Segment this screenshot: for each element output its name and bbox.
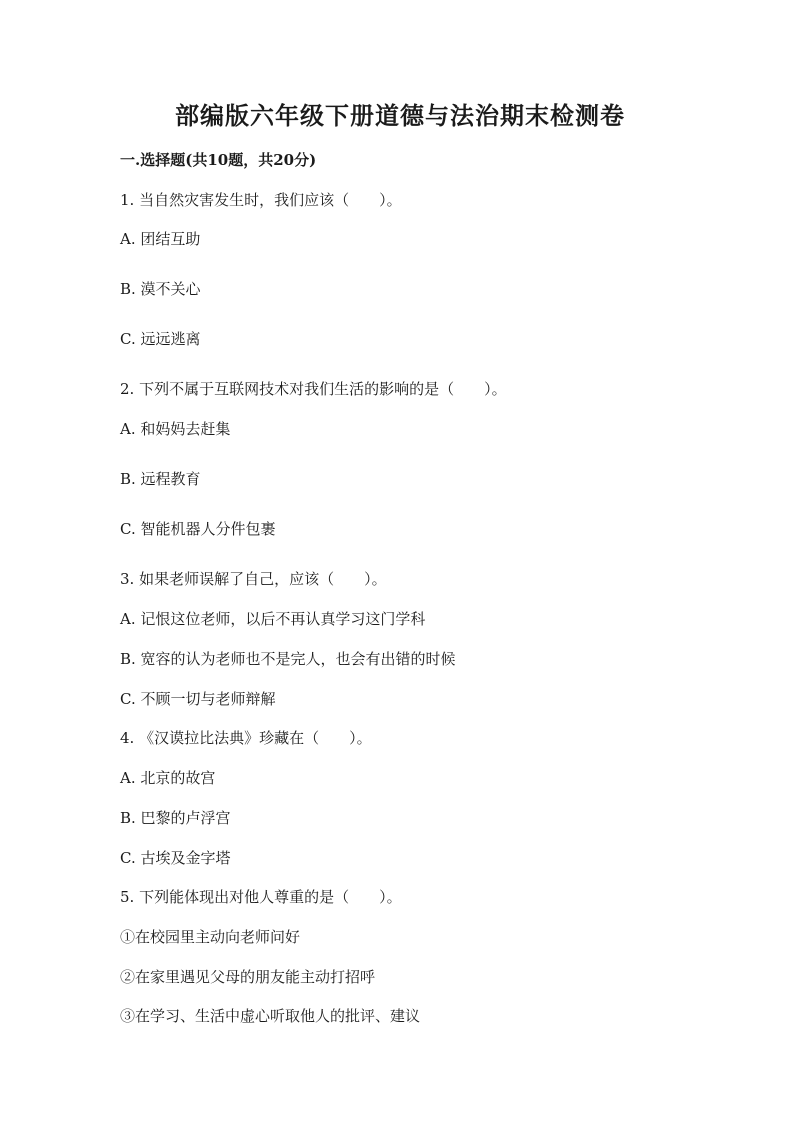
question-4-stem: 4. 《汉谟拉比法典》珍藏在（ ）。 [120, 729, 372, 747]
question-3-option-c: C. 不顾一切与老师辩解 [120, 690, 276, 708]
question-3-stem: 3. 如果老师误解了自己，应该（ ）。 [120, 570, 387, 588]
question-5-statement-2: ②在家里遇见父母的朋友能主动打招呼 [120, 968, 376, 986]
question-5-statement-1: ①在校园里主动向老师问好 [120, 928, 301, 946]
question-4-option-b: B. 巴黎的卢浮宫 [120, 809, 231, 827]
page-title: 部编版六年级下册道德与法治期末检测卷 [175, 101, 625, 130]
question-2-option-c: C. 智能机器人分件包裹 [120, 520, 276, 538]
question-3-option-a: A. 记恨这位老师，以后不再认真学习这门学科 [120, 610, 426, 628]
question-1-option-a: A. 团结互助 [120, 230, 201, 248]
question-1-option-c: C. 远远逃离 [120, 330, 201, 348]
question-2-option-a: A. 和妈妈去赶集 [120, 420, 231, 438]
question-1-stem: 1. 当自然灾害发生时，我们应该（ ）。 [120, 191, 402, 209]
question-1-option-b: B. 漠不关心 [120, 280, 201, 298]
question-2-stem: 2. 下列不属于互联网技术对我们生活的影响的是（ ）。 [120, 380, 507, 398]
question-4-option-a: A. 北京的故宫 [120, 769, 216, 787]
question-5-stem: 5. 下列能体现出对他人尊重的是（ ）。 [120, 888, 402, 906]
question-5-statement-3: ③在学习、生活中虚心听取他人的批评、建议 [120, 1007, 421, 1025]
question-2-option-b: B. 远程教育 [120, 470, 201, 488]
question-3-option-b: B. 宽容的认为老师也不是完人，也会有出错的时候 [120, 650, 456, 668]
question-4-option-c: C. 古埃及金字塔 [120, 849, 231, 867]
section-heading: 一.选择题(共10题，共20分) [120, 151, 317, 169]
